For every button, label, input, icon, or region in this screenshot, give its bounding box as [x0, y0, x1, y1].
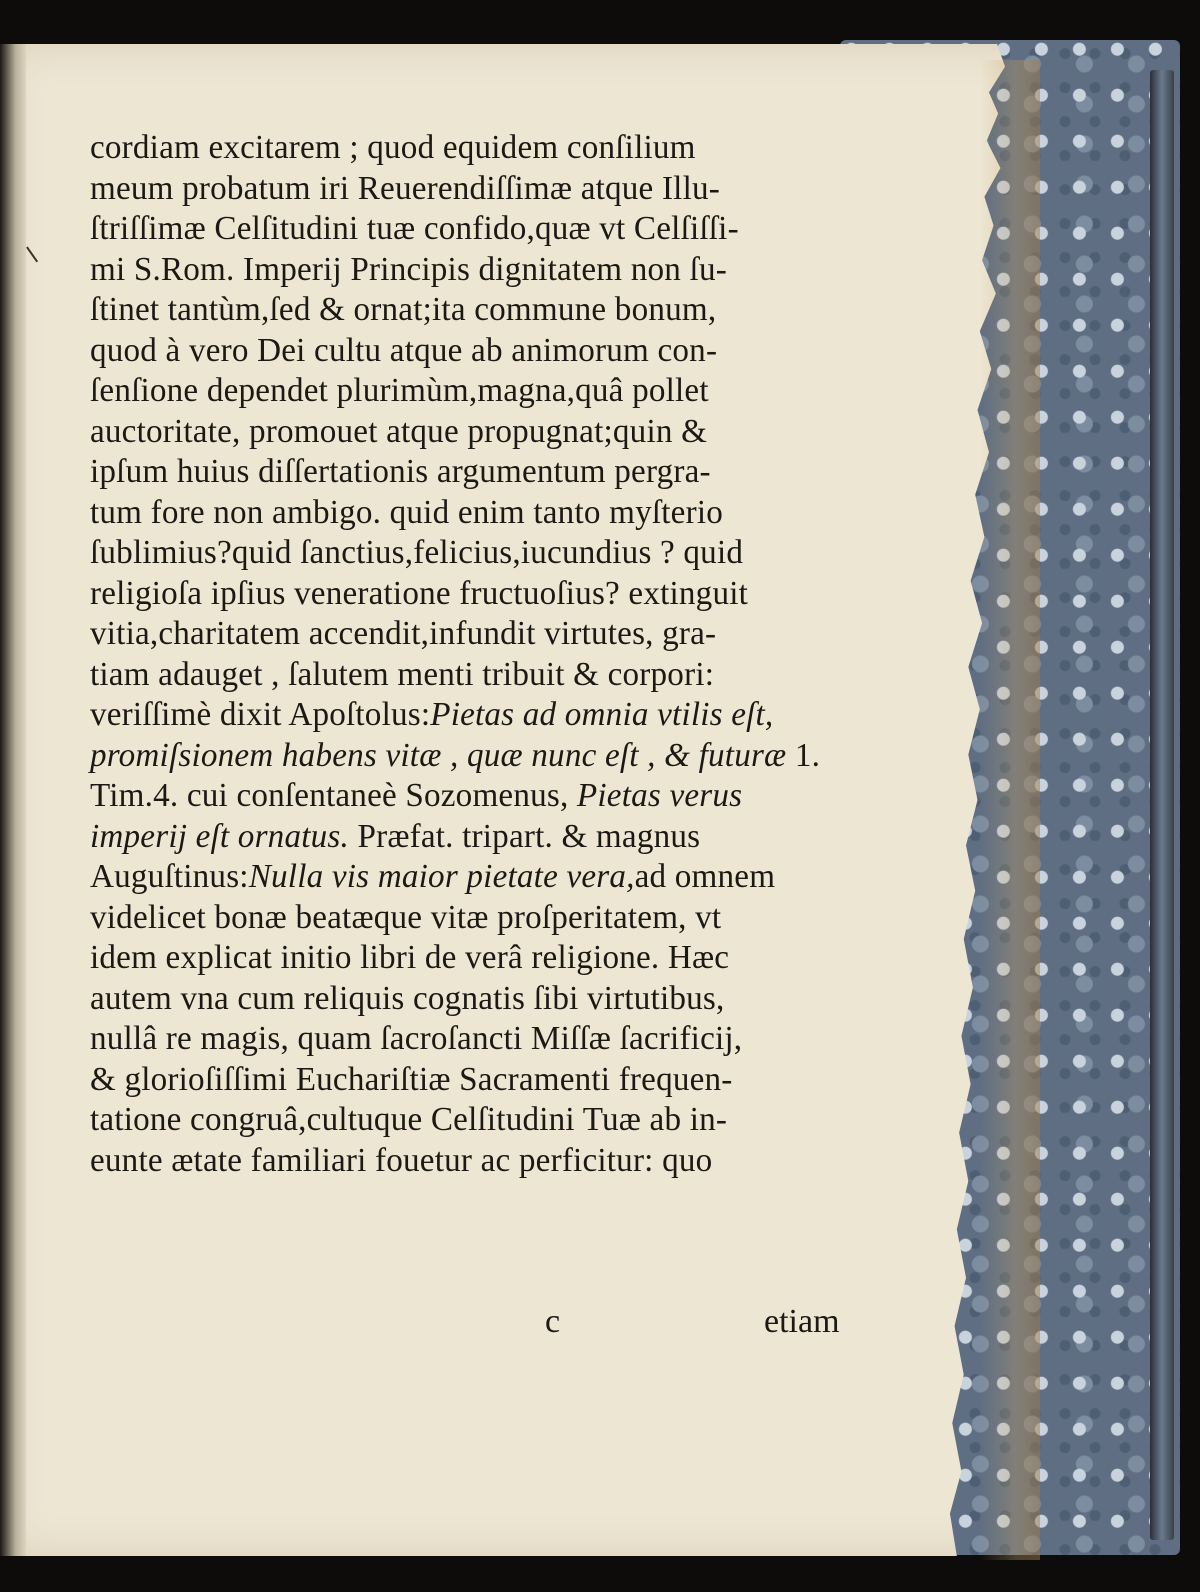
text-line [90, 938, 870, 979]
text-line [90, 452, 870, 493]
text-line [90, 493, 870, 534]
text-line [90, 574, 870, 615]
text-line [90, 776, 870, 817]
text-line [90, 736, 870, 777]
page-text-block [90, 128, 890, 1181]
text-line [90, 614, 870, 655]
text-line [90, 250, 870, 291]
text-segment: vitia,charitatem accendit,infundit virtutes, gra- [90, 615, 717, 652]
italic-quotation: imperij eſt ornatus. [90, 817, 349, 855]
page-edge-stain [980, 60, 1040, 1560]
text-line [90, 128, 870, 169]
text-line [90, 898, 870, 939]
text-segment: ſublimius?quid ſanctius,felicius,iucundius ? quid [90, 534, 744, 571]
text-segment: & glorioſiſſimi Euchariſtiæ Sacramenti frequen- [90, 1060, 733, 1098]
page-gutter [0, 44, 26, 1556]
text-segment: ſtriſſimæ Celſitudini tuæ confido,quæ vt Celſiſſi- [90, 210, 739, 247]
italic-quotation: promiſsionem habens vitæ , quæ nunc eſt , & futuræ [90, 736, 787, 774]
signature-mark: c [545, 1303, 561, 1340]
italic-quotation: Pietas verus [576, 777, 743, 814]
italic-quotation: Nulla vis maior pietate vera, [248, 858, 635, 895]
text-segment: videlicet bonæ beatæque vitæ proſperitatem, vt [90, 898, 722, 936]
italic-quotation: Pietas ad omnia vtilis eſt, [430, 696, 774, 733]
text-line [90, 857, 870, 898]
text-segment: quod à vero Dei cultu atque ab animorum con- [90, 331, 718, 369]
text-line [90, 1141, 870, 1182]
text-line [90, 1060, 870, 1101]
book-cover-edge [1150, 70, 1174, 1540]
text-segment: 1. [786, 736, 821, 774]
text-segment: veriſſimè dixit Apoſtolus: [90, 696, 431, 733]
text-segment: tatione congruâ,cultuque Celſitudini Tuæ ab in- [90, 1101, 728, 1138]
text-segment: tum fore non ambigo. quid enim tanto myſterio [90, 493, 724, 531]
text-line [90, 1100, 870, 1141]
text-segment: ipſum huius diſſertationis argumentum pergra- [90, 453, 711, 490]
text-segment: eunte ætate familiari fouetur ac perficitur: quo [90, 1141, 713, 1179]
text-segment: ſtinet tantùm,ſed & ornat;ita commune bonum, [90, 291, 717, 328]
text-segment: cordiam excitarem ; quod equidem conſilium [90, 129, 696, 166]
text-line [90, 209, 870, 250]
text-line [90, 655, 870, 696]
text-line [90, 331, 870, 372]
text-line [90, 169, 870, 210]
text-segment: idem explicat initio libri de verâ religione. Hæc [90, 939, 730, 976]
text-line [90, 817, 870, 858]
text-segment: tiam adauget , ſalutem menti tribuit & corpori: [90, 655, 715, 693]
text-line [90, 290, 870, 331]
text-line [90, 533, 870, 574]
text-segment: Præfat. tripart. & magnus [348, 817, 701, 855]
text-segment: nullâ re magis, quam ſacroſancti Miſſæ ſacrificij, [90, 1020, 743, 1057]
text-segment: Tim.4. cui conſentaneè Sozomenus, [90, 777, 577, 814]
text-segment: ad omnem [634, 858, 776, 895]
catchword: etiam [764, 1303, 840, 1340]
text-line [90, 695, 870, 736]
text-segment: Auguſtinus: [90, 858, 249, 895]
text-segment: ſenſione dependet plurimùm,magna,quâ pollet [90, 372, 709, 409]
text-line [90, 1019, 870, 1060]
text-segment: religioſa ipſius veneratione fructuoſius? extinguit [90, 574, 749, 612]
text-segment: auctoritate, promouet atque propugnat;quin & [90, 412, 708, 450]
text-line [90, 979, 870, 1020]
text-segment: autem vna cum reliquis cognatis ſibi virtutibus, [90, 979, 725, 1017]
text-line [90, 371, 870, 412]
text-line [90, 412, 870, 453]
text-segment: meum probatum iri Reuerendiſſimæ atque Illu- [90, 169, 721, 207]
text-segment: mi S.Rom. Imperij Principis dignitatem non ſu- [90, 250, 727, 288]
